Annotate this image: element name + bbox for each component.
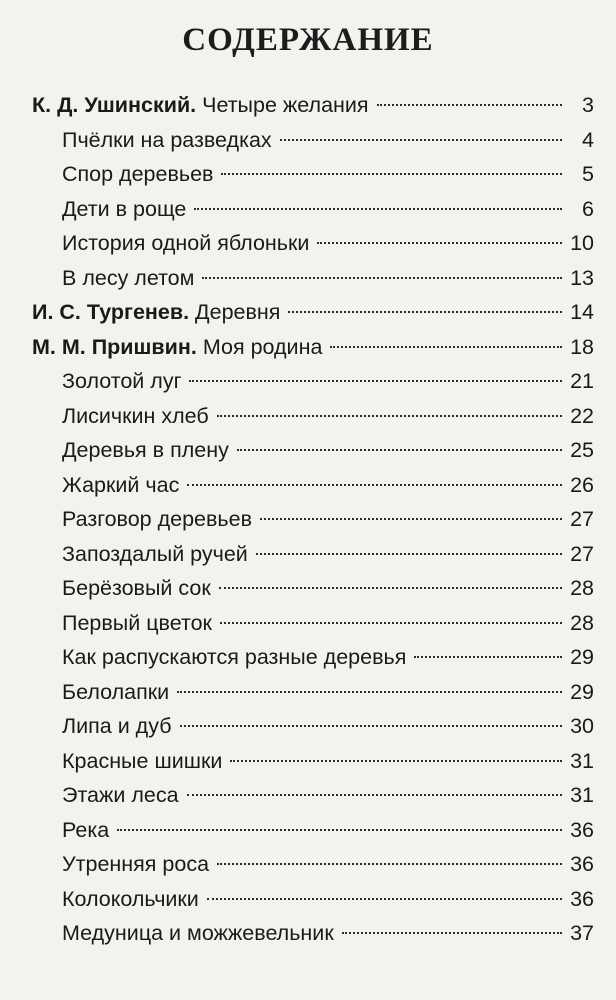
toc-dot-leader xyxy=(217,415,562,417)
toc-work-title: Жаркий час xyxy=(62,472,180,497)
toc-dot-leader xyxy=(117,829,562,831)
toc-author: И. С. Тургенев. xyxy=(32,300,190,324)
toc-work-title: Утренняя роса xyxy=(62,852,210,876)
toc-work-title: Как распускаются разные деревья xyxy=(62,645,407,669)
toc-work-title: Берёзовый сок xyxy=(62,576,211,600)
toc-work-title: Лисичкин хлеб xyxy=(62,403,209,428)
toc-dot-leader xyxy=(219,587,562,589)
toc-entry[interactable] xyxy=(0,123,616,158)
toc-entry[interactable] xyxy=(0,261,616,296)
toc-entry[interactable] xyxy=(0,399,616,434)
toc-entry[interactable] xyxy=(0,571,616,606)
toc-entry[interactable] xyxy=(0,192,616,227)
toc-entry[interactable] xyxy=(0,744,616,779)
toc-dot-leader xyxy=(187,484,562,486)
toc-page-number: 29 xyxy=(570,679,594,704)
toc-page-number: 4 xyxy=(582,127,594,152)
toc-dot-leader xyxy=(260,518,562,520)
toc-entry[interactable] xyxy=(0,537,616,572)
toc-entry[interactable] xyxy=(0,226,616,261)
toc-dot-leader xyxy=(256,553,562,555)
toc-page-number: 37 xyxy=(570,921,594,945)
toc-work-title: Белолапки xyxy=(62,679,170,704)
toc-dot-leader xyxy=(377,104,562,106)
toc-dot-leader xyxy=(280,139,562,141)
toc-page-number: 21 xyxy=(570,369,594,393)
toc-page-number: 6 xyxy=(582,196,594,221)
toc-entry[interactable] xyxy=(0,847,616,882)
toc-work-title: Медуница и можжевельник xyxy=(62,921,334,945)
table-of-contents xyxy=(0,88,616,951)
toc-page-number: 22 xyxy=(570,403,594,428)
toc-dot-leader xyxy=(207,898,562,900)
toc-dot-leader xyxy=(330,346,562,348)
toc-dot-leader xyxy=(342,932,562,934)
toc-page-number: 28 xyxy=(570,610,594,635)
toc-page-number: 18 xyxy=(570,334,594,359)
toc-page-number: 30 xyxy=(570,714,594,738)
toc-page-number: 13 xyxy=(570,265,594,290)
toc-dot-leader xyxy=(237,449,562,451)
toc-dot-leader xyxy=(202,277,562,279)
toc-work-title: Золотой луг xyxy=(62,369,182,393)
toc-dot-leader xyxy=(220,622,562,624)
toc-entry[interactable] xyxy=(0,433,616,468)
toc-page-number: 27 xyxy=(570,507,594,531)
toc-entry[interactable] xyxy=(0,640,616,675)
toc-entry[interactable] xyxy=(0,364,616,399)
toc-entry[interactable] xyxy=(0,882,616,917)
toc-work-title: Колокольчики xyxy=(62,886,199,911)
toc-work-title: Красные шишки xyxy=(62,748,223,773)
toc-work-title: Спор деревьев xyxy=(62,162,214,186)
toc-entry[interactable] xyxy=(0,88,616,123)
toc-entry[interactable] xyxy=(0,502,616,537)
toc-work-title: Деревня xyxy=(195,300,281,324)
toc-entry[interactable] xyxy=(0,916,616,951)
toc-entry[interactable] xyxy=(0,675,616,710)
toc-dot-leader xyxy=(194,208,562,210)
toc-entry[interactable] xyxy=(0,709,616,744)
toc-page-number: 14 xyxy=(570,300,594,324)
toc-page-number: 25 xyxy=(570,438,594,462)
toc-page-number: 31 xyxy=(570,783,594,807)
toc-entry[interactable] xyxy=(0,778,616,813)
toc-entry[interactable] xyxy=(0,295,616,330)
toc-work-title: Запоздалый ручей xyxy=(62,541,248,566)
toc-entry[interactable] xyxy=(0,813,616,848)
toc-page-number: 31 xyxy=(570,748,594,773)
toc-dot-leader xyxy=(217,863,562,865)
toc-work-title: Пчёлки на разведках xyxy=(62,127,272,152)
toc-work-title: Липа и дуб xyxy=(62,714,172,738)
toc-work-title: Четыре желания xyxy=(202,93,369,117)
toc-dot-leader xyxy=(189,380,562,382)
toc-entry[interactable] xyxy=(0,330,616,365)
toc-work-title: Этажи леса xyxy=(62,783,179,807)
toc-page-number: 10 xyxy=(570,231,594,255)
toc-entry[interactable] xyxy=(0,468,616,503)
toc-work-title: В лесу летом xyxy=(62,265,195,290)
toc-dot-leader xyxy=(221,173,562,175)
toc-page-number: 3 xyxy=(582,93,594,117)
toc-work-title: Разговор деревьев xyxy=(62,507,253,531)
toc-page-number: 26 xyxy=(570,472,594,497)
toc-dot-leader xyxy=(177,691,562,693)
toc-work-title: Река xyxy=(62,817,110,842)
toc-page-number: 36 xyxy=(570,817,594,842)
toc-dot-leader xyxy=(187,794,562,796)
toc-page-number: 36 xyxy=(570,886,594,911)
toc-dot-leader xyxy=(288,311,562,313)
toc-page-number: 5 xyxy=(582,162,594,186)
toc-page-number: 28 xyxy=(570,576,594,600)
page-title: СОДЕРЖАНИЕ xyxy=(182,22,434,58)
toc-page-number: 36 xyxy=(570,852,594,876)
toc-author: М. М. Пришвин. xyxy=(32,334,197,359)
toc-work-title: Моя родина xyxy=(202,334,323,359)
toc-work-title: Деревья в плену xyxy=(62,438,229,462)
toc-author: К. Д. Ушинский. xyxy=(32,93,197,117)
toc-entry[interactable] xyxy=(0,606,616,641)
toc-dot-leader xyxy=(317,242,562,244)
toc-work-title: Дети в роще xyxy=(62,196,187,221)
toc-page-number: 27 xyxy=(570,541,594,566)
toc-page-number: 29 xyxy=(570,645,594,669)
toc-dot-leader xyxy=(230,760,562,762)
toc-entry[interactable] xyxy=(0,157,616,192)
toc-dot-leader xyxy=(180,725,562,727)
toc-work-title: История одной яблоньки xyxy=(62,231,310,255)
toc-work-title: Первый цветок xyxy=(62,610,212,635)
toc-dot-leader xyxy=(414,656,562,658)
